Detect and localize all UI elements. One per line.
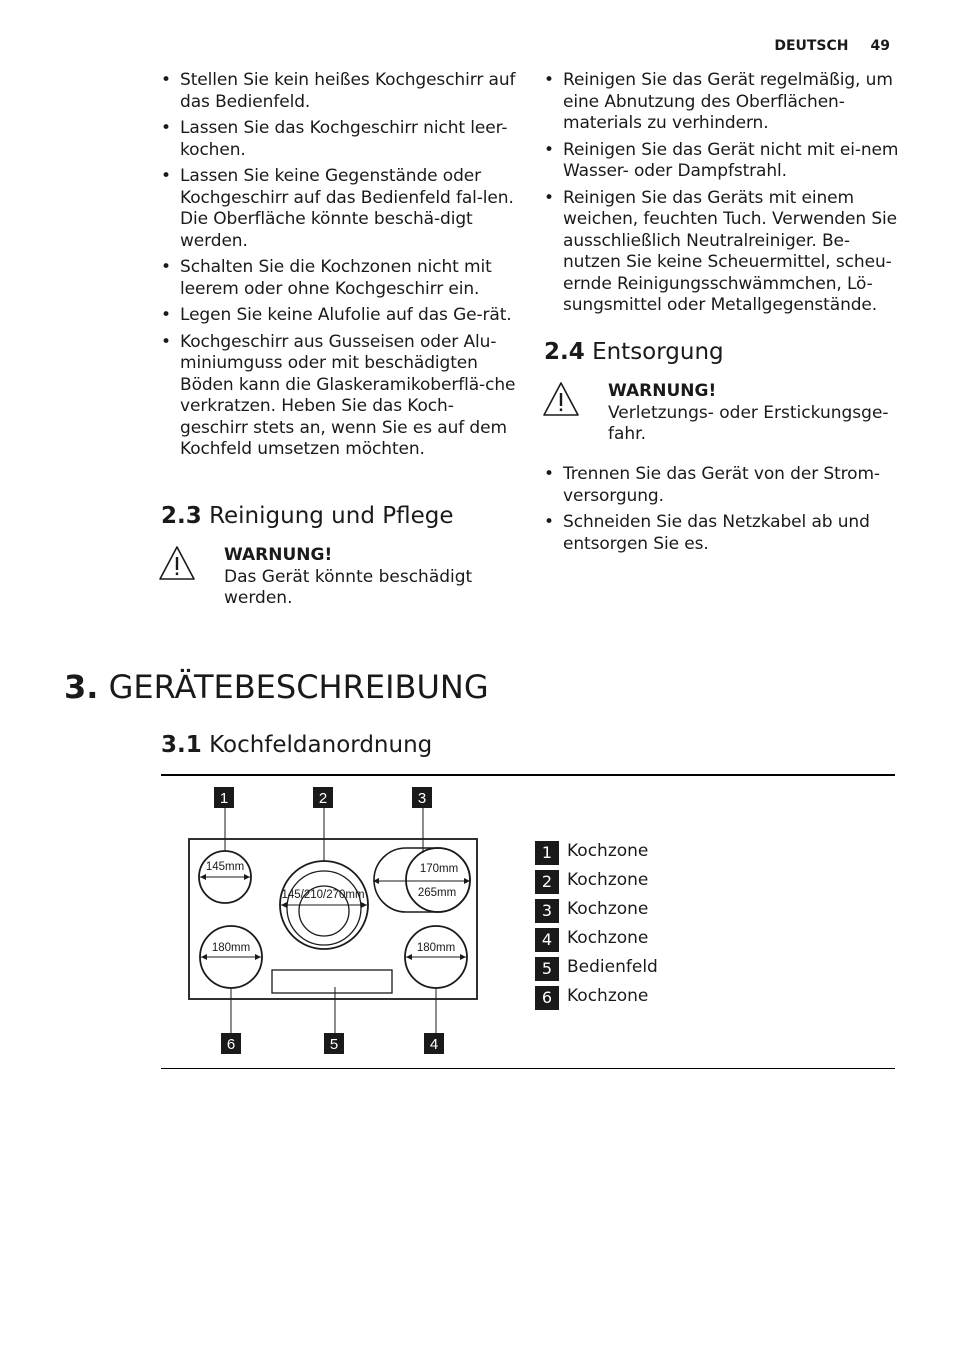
legend-label: Kochzone [567,840,649,861]
warning-block-2-4 [542,381,902,446]
left-column [161,70,521,466]
legend-item [535,952,658,981]
hob-layout-diagram [180,780,500,1060]
svg-text:1: 1 [219,790,229,807]
section-title: Reinigung und Pflege [209,503,454,529]
list-item: • Reinigen Sie das Gerät nicht mit ei-nem Wasser- oder Dampfstrahl. [544,140,904,183]
legend-number-badge: 5 [535,957,559,981]
callout-badge-1 [214,787,234,808]
list-item: • Reinigen Sie das Geräts mit einem weichen, feuchten Tuch. Verwenden Sie ausschließlich Neutralreiniger. Be-nutzen Sie keine Scheuermittel, scheu-ernde Reinigungsschwämmchen, Lö-sungsmittel oder Metallgegenstände. [544,188,904,317]
svg-text:5: 5 [329,1036,339,1053]
right-column [544,70,904,322]
svg-text:3: 3 [417,790,427,807]
list-item: • Schalten Sie die Kochzonen nicht mit leerem oder ohne Kochgeschirr ein. [161,257,521,300]
chapter-number: 3. [64,668,99,706]
chapter-heading [64,668,489,706]
svg-text:4: 4 [429,1036,439,1053]
list-item: • Trennen Sie das Gerät von der Strom-versorgung. [544,464,904,507]
legend-label: Kochzone [567,985,649,1006]
list-item: • Reinigen Sie das Gerät regelmäßig, um eine Abnutzung des Oberflächen-materials zu verhindern. [544,70,904,135]
list-item: • Kochgeschirr aus Gusseisen oder Alu-miniumguss oder mit beschädigten Böden kann die Glaskeramikoberflä-che verkratzen. Heben Sie das Koch-geschirr stets an, wenn Sie es auf dem Kochfeld umsetzen möchten. [161,332,521,461]
section-2-4-heading [544,339,724,365]
svg-text:2: 2 [318,790,328,807]
legend-label: Kochzone [567,898,649,919]
callout-badge-6 [221,1033,241,1054]
legend-number-badge: 6 [535,986,559,1010]
warning-title: WARNUNG! [224,545,333,565]
warning-block-2-3 [158,545,518,610]
list-item: • Stellen Sie kein heißes Kochgeschirr auf das Bedienfeld. [161,70,521,113]
section-3-1-heading [161,732,432,758]
section-number: 3.1 [161,732,202,758]
legend-item [535,865,658,894]
page-number: 49 [870,38,890,54]
zone-6-size: 180mm [211,942,251,954]
legend-item [535,836,658,865]
list-item: • Legen Sie keine Alufolie auf das Ge-rät. [161,305,521,327]
warning-text [608,381,902,446]
legend-label: Kochzone [567,927,649,948]
zone-4-size: 180mm [416,942,456,954]
section-2-3-heading [161,503,454,529]
list-item: • Lassen Sie keine Gegenstände oder Kochgeschirr auf das Bedienfeld fal-len. Die Oberfläche könnte beschä-digt werden. [161,166,521,252]
list-item: • Schneiden Sie das Netzkabel ab und entsorgen Sie es. [544,512,904,555]
legend-item [535,923,658,952]
callout-badge-2 [313,787,333,808]
legend-number-badge: 1 [535,841,559,865]
chapter-title: GERÄTEBESCHREIBUNG [108,668,489,706]
zone-2-size: 145/210/270mm [281,889,365,901]
warning-body: Das Gerät könnte beschädigt werden. [224,566,473,608]
warning-icon [542,381,580,417]
control-panel-rect [272,970,392,993]
safety-bullet-list [161,70,521,461]
legend-number-badge: 3 [535,899,559,923]
callout-badge-3 [412,787,432,808]
disposal-bullet-list [544,464,904,555]
zone-3-size-b: 265mm [417,887,457,899]
warning-text [224,545,518,610]
section-number: 2.3 [161,503,202,529]
section-number: 2.4 [544,339,585,365]
page-header [774,38,890,54]
legend-number-badge: 2 [535,870,559,894]
legend-number-badge: 4 [535,928,559,952]
legend-item [535,894,658,923]
disposal-section [544,464,904,560]
legend-label: Kochzone [567,869,649,890]
legend-label: Bedienfeld [567,956,658,977]
section-title: Entsorgung [592,339,724,365]
legend-item [535,981,658,1010]
zone-3-size-a: 170mm [419,863,459,875]
section-title: Kochfeldanordnung [209,732,433,758]
cleaning-bullet-list [544,70,904,317]
warning-body: Verletzungs- oder Erstickungsge-fahr. [608,402,889,444]
warning-title: WARNUNG! [608,381,717,401]
section-bottom-rule [161,1068,895,1069]
list-item: • Lassen Sie das Kochgeschirr nicht leer-kochen. [161,118,521,161]
diagram-legend [535,836,658,1010]
language-label: DEUTSCH [774,38,849,54]
svg-text:6: 6 [226,1036,236,1053]
section-top-rule [161,774,895,776]
warning-icon [158,545,196,581]
callout-badge-5 [324,1033,344,1054]
callout-badge-4 [424,1033,444,1054]
zone-1-size: 145mm [205,861,245,873]
